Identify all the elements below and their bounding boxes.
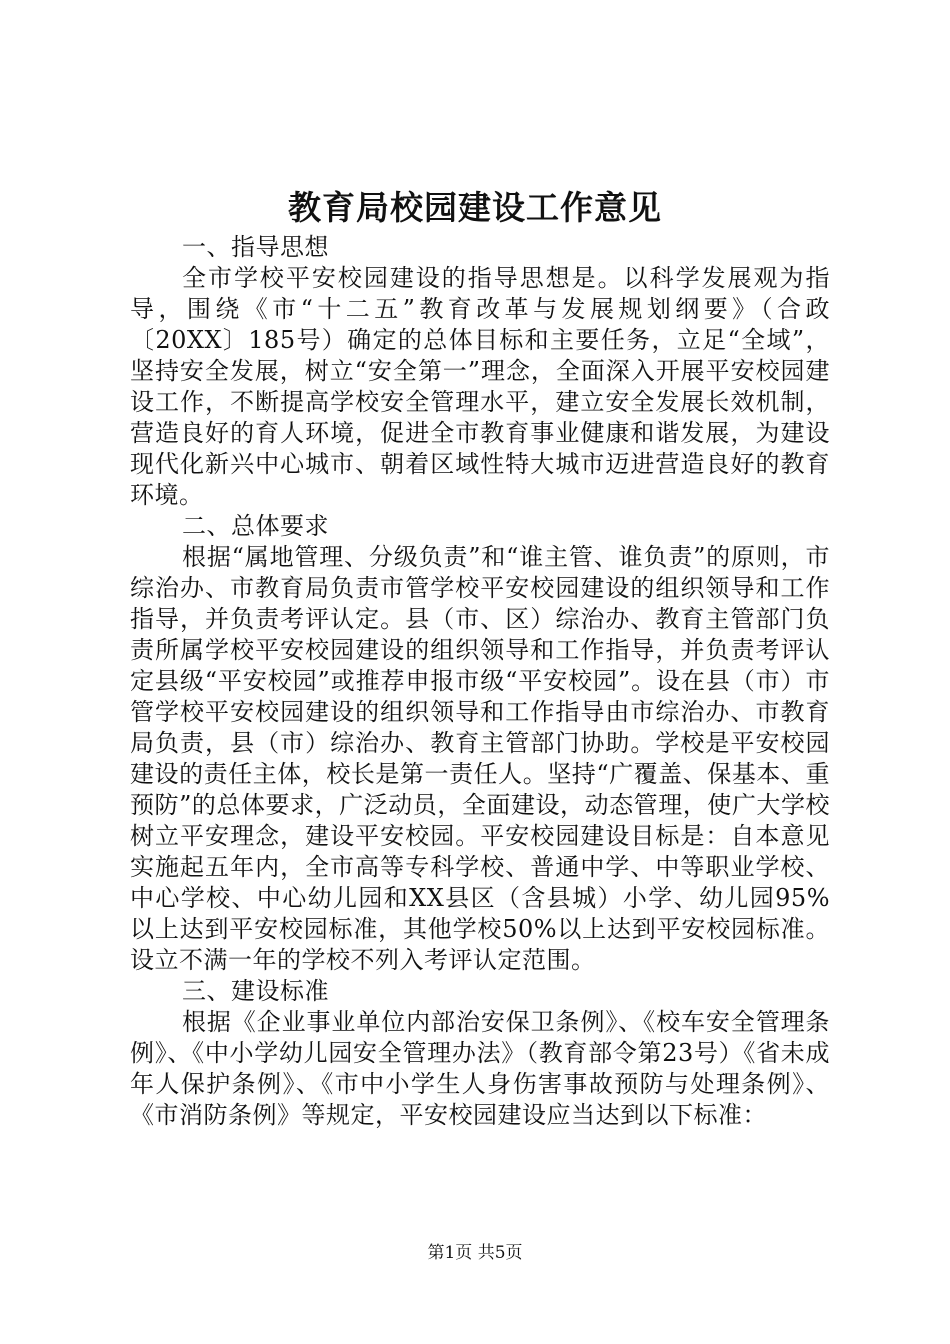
section-paragraph: 全市学校平安校园建设的指导思想是。以科学发展观为指导，围绕《市“十二五”教育改革与发展规划纲要》（合政〔20XX〕185号）确定的总体目标和主要任务，立足“全域”，坚持安全发展，树立“安全第一”理念，全面深入开展平安校园建设工作，不断提高学校安全管理水平，建立安全发展长效机制，营造良好的育人环境，促进全市教育事业健康和谐发展，为建设现代化新兴中心城市、朝着区域性特大城市迈进营造良好的教育环境。 (130, 264, 830, 509)
document-title: 教育局校园建设工作意见 (288, 188, 662, 227)
section-paragraph: 根据《企业事业单位内部治安保卫条例》、《校车安全管理条例》、《中小学幼儿园安全管理办法》（教育部令第23号）《省未成年人保护条例》、《市中小学生人身伤害事故预防与处理条例》、《市消防条例》等规定，平安校园建设应当达到以下标准： (130, 1008, 830, 1129)
section-heading: 一、指导思想 (182, 233, 329, 261)
page-number: 第1页 共5页 (427, 1243, 523, 1263)
section-heading: 二、总体要求 (182, 512, 329, 540)
section-heading: 三、建设标准 (182, 977, 329, 1005)
document-body (130, 232, 830, 1131)
section-paragraph: 根据“属地管理、分级负责”和“谁主管、谁负责”的原则，市综治办、市教育局负责市管学校平安校园建设的组织领导和工作指导，并负责考评认定。县（市、区）综治办、教育主管部门负责所属学校平安校园建设的组织领导和工作指导，并负责考评认定县级“平安校园”或推荐申报市级“平安校园”。设在县（市）市管学校平安校园建设的组织领导和工作指导由市综治办、市教育局负责，县（市）综治办、教育主管部门协助。学校是平安校园建设的责任主体，校长是第一责任人。坚持“广覆盖、保基本、重预防”的总体要求，广泛动员，全面建设，动态管理，使广大学校树立平安理念，建设平安校园。平安校园建设目标是：自本意见实施起五年内，全市高等专科学校、普通中学、中等职业学校、中心学校、中心幼儿园和XX县区（含县城）小学、幼儿园95%以上达到平安校园标准，其他学校50%以上达到平安校园标准。设立不满一年的学校不列入考评认定范围。 (130, 543, 830, 974)
